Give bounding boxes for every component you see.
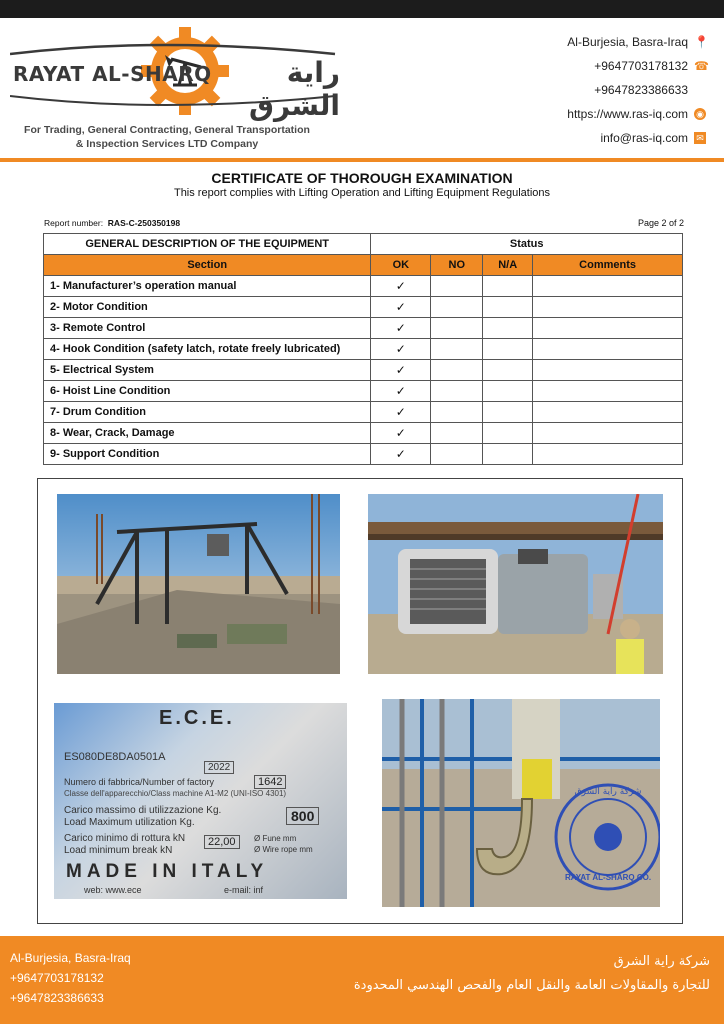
footer-phone-2: +9647823386633 — [10, 991, 104, 1005]
photo-nameplate — [54, 703, 347, 899]
footer — [0, 936, 724, 1024]
rope-label-1: Ø Fune mm — [254, 834, 297, 843]
table-row — [44, 360, 683, 381]
stamp-text-top: شركة راية الشرق — [574, 787, 642, 797]
row-no — [431, 402, 483, 423]
page-number: Page 2 of 2 — [637, 218, 684, 228]
phone-2: +9647823386633 — [594, 83, 688, 97]
min-break-label-1: Carico minimo di rottura kN — [64, 833, 186, 844]
certificate-subtitle: This report complies with Lifting Operation and Lifting Equipment Regulations — [173, 187, 551, 199]
row-comments — [533, 360, 683, 381]
min-break-value: 22,00 — [204, 835, 240, 849]
footer-arabic-line2: للتجارة والمقاولات العامة والنقل العام والفحص الهندسي المحدودة — [353, 978, 710, 993]
table-row — [44, 339, 683, 360]
row-ok: ✓ — [371, 339, 431, 360]
row-no — [431, 318, 483, 339]
row-ok: ✓ — [371, 360, 431, 381]
row-ok: ✓ — [371, 318, 431, 339]
row-section: 6- Hoist Line Condition — [44, 381, 371, 402]
row-na — [483, 402, 533, 423]
company-name-arabic: راية الشرق — [248, 56, 340, 122]
row-comments — [533, 339, 683, 360]
row-comments — [533, 402, 683, 423]
rope-label-2: Ø Wire rope mm — [254, 845, 313, 854]
row-no — [431, 360, 483, 381]
phone-icon: ☎ — [694, 59, 709, 73]
row-no — [431, 297, 483, 318]
footer-arabic — [354, 950, 710, 998]
photo-hook — [382, 699, 660, 907]
row-ok: ✓ — [371, 381, 431, 402]
row-comments — [533, 318, 683, 339]
max-load-label-2: Load Maximum utilization Kg. — [64, 817, 195, 828]
nameplate-year: 2022 — [204, 761, 234, 774]
row-section: 1- Manufacturer’s operation manual — [44, 276, 371, 297]
nameplate-rope — [254, 833, 313, 855]
nameplate-email: e-mail: inf — [224, 885, 264, 895]
max-load-label-1: Carico massimo di utilizzazione Kg. — [64, 805, 222, 816]
row-comments — [533, 381, 683, 402]
row-no — [431, 444, 483, 465]
row-na — [483, 318, 533, 339]
report-number-value: RAS-C-250350198 — [107, 218, 181, 228]
nameplate-class — [64, 789, 286, 798]
nameplate-serial-label: Numero di fabbrica/Number of factory — [64, 777, 215, 787]
row-na — [483, 444, 533, 465]
phone-1: +9647703178132 — [594, 59, 688, 73]
stamp-text-bottom: RAYAT AL-SHARQ CO. — [564, 873, 652, 882]
mail-icon: ✉ — [694, 132, 706, 144]
report-number — [44, 218, 180, 228]
row-na — [483, 360, 533, 381]
table-row — [44, 444, 683, 465]
company-stamp — [552, 781, 660, 893]
col-ok: OK — [371, 255, 431, 276]
row-section: 4- Hook Condition (safety latch, rotate freely lubricated) — [44, 339, 371, 360]
footer-contact — [10, 948, 131, 1008]
website[interactable]: https://www.ras-iq.com — [567, 107, 688, 121]
row-ok: ✓ — [371, 402, 431, 423]
row-ok: ✓ — [371, 276, 431, 297]
nameplate-max-load — [64, 805, 221, 829]
row-na — [483, 276, 533, 297]
row-na — [483, 423, 533, 444]
row-comments — [533, 297, 683, 318]
inspection-table — [43, 233, 683, 465]
table-row — [44, 276, 683, 297]
row-ok: ✓ — [371, 423, 431, 444]
address: Al-Burjesia, Basra-Iraq — [567, 35, 688, 49]
row-no — [431, 276, 483, 297]
company-tagline — [12, 123, 322, 151]
photo-panel — [37, 478, 683, 924]
status-header: Status — [371, 234, 683, 255]
phone-icon — [694, 84, 706, 96]
table-row — [44, 423, 683, 444]
company-name: RAYAT AL-SHARQ — [13, 62, 212, 86]
row-section: 2- Motor Condition — [44, 297, 371, 318]
row-ok: ✓ — [371, 297, 431, 318]
company-logo — [10, 26, 340, 121]
nameplate-min-break — [64, 833, 185, 857]
location-pin-icon: 📍 — [694, 35, 709, 49]
footer-arabic-line1: شركة راية الشرق — [613, 954, 710, 969]
class-value: A1-M2 (UNI-ISO 4301) — [204, 789, 287, 798]
header-divider — [0, 158, 724, 162]
row-section: 9- Support Condition — [44, 444, 371, 465]
row-comments — [533, 423, 683, 444]
footer-address: Al-Burjesia, Basra-Iraq — [10, 951, 131, 965]
nameplate-web: web: www.ece — [84, 885, 142, 895]
class-label: Classe dell'apparecchio/Class machine — [64, 789, 203, 798]
contact-block — [567, 30, 709, 150]
row-na — [483, 339, 533, 360]
col-section: Section — [44, 255, 371, 276]
min-break-label-2: Load minimum break kN — [64, 845, 173, 856]
nameplate-model: ES080DE8DA0501A — [64, 751, 166, 763]
row-na — [483, 297, 533, 318]
globe-icon: ◉ — [694, 108, 706, 120]
row-ok: ✓ — [371, 444, 431, 465]
row-na — [483, 381, 533, 402]
table-row — [44, 402, 683, 423]
footer-phone-1: +9647703178132 — [10, 971, 104, 985]
row-comments — [533, 276, 683, 297]
tagline-line2: & Inspection Services LTD Company — [75, 138, 259, 150]
row-no — [431, 423, 483, 444]
col-no: NO — [431, 255, 483, 276]
row-section: 5- Electrical System — [44, 360, 371, 381]
general-description-header: GENERAL DESCRIPTION OF THE EQUIPMENT — [44, 234, 371, 255]
row-section: 8- Wear, Crack, Damage — [44, 423, 371, 444]
top-bar — [0, 0, 724, 18]
report-number-label: Report number: — [44, 218, 104, 228]
nameplate-brand: E.C.E. — [159, 707, 235, 729]
email[interactable]: info@ras-iq.com — [600, 131, 688, 145]
photo-hoist-frame — [57, 494, 340, 674]
tagline-line1: For Trading, General Contracting, General Transportation — [24, 124, 310, 136]
nameplate-made-in: MADE IN ITALY — [66, 861, 269, 882]
table-row — [44, 318, 683, 339]
row-section: 3- Remote Control — [44, 318, 371, 339]
table-column-row — [44, 255, 683, 276]
max-load-value: 800 — [286, 807, 319, 825]
col-comments: Comments — [533, 255, 683, 276]
row-no — [431, 381, 483, 402]
row-section: 7- Drum Condition — [44, 402, 371, 423]
table-header-row — [44, 234, 683, 255]
col-na: N/A — [483, 255, 533, 276]
photo-hoist-motor — [368, 494, 663, 674]
table-row — [44, 297, 683, 318]
certificate-title: CERTIFICATE OF THOROUGH EXAMINATION — [211, 170, 513, 186]
nameplate-serial-value: 1642 — [254, 775, 286, 789]
table-row — [44, 381, 683, 402]
row-comments — [533, 444, 683, 465]
row-no — [431, 339, 483, 360]
